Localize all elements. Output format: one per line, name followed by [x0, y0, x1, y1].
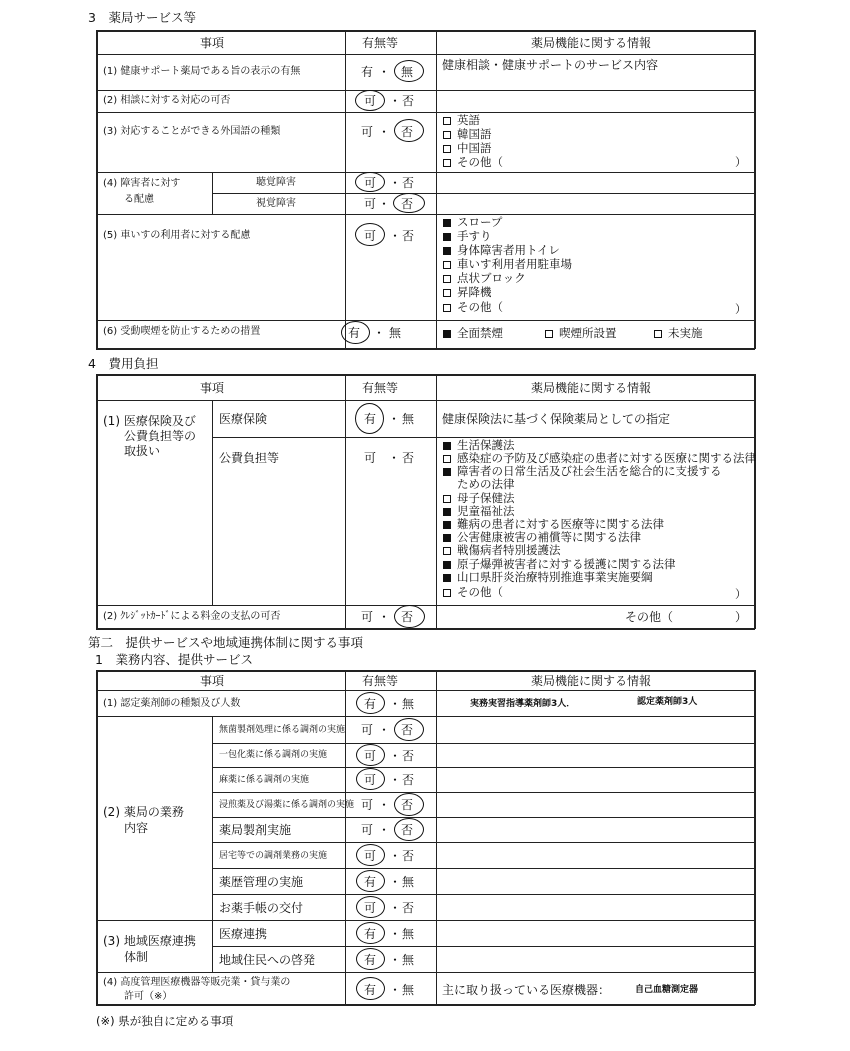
option-no: 否 — [402, 94, 415, 108]
separator: ・ — [378, 65, 391, 79]
selected-circle — [394, 605, 425, 628]
option-yes: 可 — [361, 823, 374, 837]
smoking-option-area: 喫煙所設置 — [545, 328, 617, 340]
checkbox-icon — [443, 261, 451, 269]
selected-circle — [356, 692, 385, 714]
checkbox-checked-icon — [443, 219, 451, 227]
separator: ・ — [389, 875, 402, 889]
service-row-label: 居宅等での調剤業務の実施 — [219, 851, 328, 861]
medical-insurance-info: 健康保険法に基づく保険薬局としての指定 — [442, 412, 671, 426]
checkbox-icon — [545, 330, 553, 338]
selected-circle — [355, 223, 385, 246]
checkbox-icon — [443, 589, 451, 597]
option-no: 無 — [402, 875, 415, 889]
option-no: 否 — [401, 610, 414, 624]
separator: ・ — [389, 849, 402, 863]
credit-card-other-close: ） — [735, 610, 748, 624]
row-disability-label-cont: る配慮 — [124, 194, 154, 205]
service-row-label: 無菌製剤処理に係る調剤の実施 — [219, 725, 346, 735]
selected-circle — [394, 793, 424, 816]
selected-circle — [356, 744, 385, 766]
checkbox-checked-icon — [443, 561, 451, 569]
option-yes: 可 — [364, 197, 377, 211]
section1-heading: 1 業務内容、提供サービス — [95, 652, 253, 667]
pharmacy-work-label-cont: 内容 — [124, 821, 149, 835]
wheelchair-option-other-close: ） — [735, 302, 747, 316]
language-option-chinese: 中国語 — [443, 143, 492, 155]
medical-insurance-label: 医療保険 — [219, 412, 268, 426]
option-no: 無 — [402, 412, 415, 426]
checkbox-icon — [443, 495, 451, 503]
law-item: 戦傷病者特別援護法 — [443, 545, 561, 557]
selected-circle — [356, 896, 385, 918]
selected-circle — [394, 718, 424, 741]
selected-circle — [355, 403, 384, 434]
option-yes: 可 — [361, 798, 374, 812]
option-no: 否 — [401, 197, 414, 211]
separator: ・ — [389, 773, 402, 787]
law-item: 児童福祉法 — [443, 506, 515, 518]
option-no: 否 — [402, 451, 415, 465]
separator: ・ — [389, 94, 402, 108]
pharmacy-work-label: (2) 薬局の業務 — [103, 805, 184, 819]
checkbox-icon — [654, 330, 662, 338]
option-yes: 可 — [364, 94, 377, 108]
community-awareness-label: 地域住民への啓発 — [219, 953, 316, 967]
option-no: 無 — [402, 697, 415, 711]
row-foreign-language-label: (3) 対応することができる外国語の種類 — [103, 126, 281, 137]
regional-cooperation-label-cont: 体制 — [124, 950, 149, 964]
option-yes: 有 — [364, 983, 377, 997]
option-no: 無 — [401, 65, 414, 79]
header-info: 薬局機能に関する情報 — [531, 674, 652, 688]
section3-heading: 3 薬局サービス等 — [88, 10, 196, 25]
wheelchair-option: スロープ — [443, 217, 502, 229]
checkbox-icon — [443, 455, 451, 463]
certified-pharmacist-info-2: 認定薬剤師3人 — [637, 697, 698, 707]
option-no: 否 — [401, 125, 414, 139]
option-no: 否 — [401, 723, 414, 737]
credit-card-label: (2) ｸﾚｼﾞｯﾄｶｰﾄﾞによる料金の支払の可否 — [103, 611, 281, 622]
checkbox-checked-icon — [443, 468, 451, 476]
wheelchair-option-other: その他（ — [443, 302, 503, 314]
selected-circle — [394, 818, 424, 841]
law-item: 生活保護法 — [443, 440, 515, 452]
selected-circle — [356, 977, 385, 1000]
checkbox-checked-icon — [443, 330, 451, 338]
smoking-option-full-ban: 全面禁煙 — [443, 328, 503, 340]
service-row-label: 薬局製剤実施 — [219, 823, 292, 837]
option-yes: 有 — [364, 697, 377, 711]
selected-circle — [341, 321, 370, 344]
option-no: 否 — [402, 773, 415, 787]
public-expense-label: 公費負担等 — [219, 451, 280, 465]
header-yes-no: 有無等 — [362, 674, 399, 688]
option-yes: 可 — [364, 773, 377, 787]
certified-pharmacist-label: (1) 認定薬剤師の種類及び人数 — [103, 698, 241, 709]
option-no: 無 — [402, 983, 415, 997]
footnote: (※) 県が独自に定める事項 — [96, 1014, 234, 1028]
row-wheelchair-label: (5) 車いすの利用者に対する配慮 — [103, 230, 251, 241]
option-yes: 有 — [361, 65, 374, 79]
law-item: 難病の患者に対する医療等に関する法律 — [443, 519, 664, 531]
option-no: 否 — [402, 901, 415, 915]
language-option-korean: 韓国語 — [443, 129, 492, 141]
checkbox-checked-icon — [443, 233, 451, 241]
checkbox-icon — [443, 275, 451, 283]
service-row-label: 浸煎薬及び湯薬に係る調剤の実施 — [219, 800, 355, 810]
header-item: 事項 — [200, 674, 225, 688]
option-yes: 有 — [364, 953, 377, 967]
option-no: 否 — [401, 798, 414, 812]
separator: ・ — [378, 125, 391, 139]
language-option-english: 英語 — [443, 115, 480, 127]
separator: ・ — [373, 326, 386, 340]
checkbox-icon — [443, 131, 451, 139]
credit-card-other: その他（ — [625, 610, 674, 624]
checkbox-checked-icon — [443, 521, 451, 529]
separator: ・ — [389, 901, 402, 915]
service-row-label: お薬手帳の交付 — [219, 901, 304, 915]
law-item-other: その他（ — [443, 587, 503, 599]
medical-device-license-label-cont: 許可（※） — [124, 991, 173, 1002]
service-row-label: 麻薬に係る調剤の実施 — [219, 775, 310, 785]
header-item: 事項 — [200, 381, 225, 395]
separator: ・ — [389, 953, 402, 967]
part2-heading: 第二 提供サービスや地域連携体制に関する事項 — [88, 635, 364, 650]
insurance-handling-label-cont: 公費負担等の — [124, 429, 197, 443]
option-yes: 可 — [361, 723, 374, 737]
option-no: 否 — [402, 229, 415, 243]
option-yes: 可 — [364, 901, 377, 915]
law-item: 山口県肝炎治療特別推進事業実施要綱 — [443, 572, 653, 584]
law-item: 母子保健法 — [443, 493, 515, 505]
option-no: 否 — [401, 823, 414, 837]
checkbox-checked-icon — [443, 508, 451, 516]
selected-circle — [356, 948, 385, 970]
selected-circle — [356, 870, 385, 892]
separator: ・ — [378, 723, 391, 737]
option-no: 否 — [402, 749, 415, 763]
checkbox-checked-icon — [443, 534, 451, 542]
selected-circle — [394, 119, 424, 142]
row-consultation-label: (2) 相談に対する対応の可否 — [103, 95, 231, 106]
option-yes: 有 — [364, 927, 377, 941]
checkbox-icon — [443, 304, 451, 312]
option-yes: 可 — [364, 849, 377, 863]
smoking-option-none: 未実施 — [654, 328, 703, 340]
checkbox-icon — [443, 547, 451, 555]
row-health-support-label: (1) 健康サポート薬局である旨の表示の有無 — [103, 66, 301, 77]
language-option-other: その他（ — [443, 157, 503, 169]
option-no: 無 — [402, 927, 415, 941]
law-item: 公害健康被害の補償等に関する法律 — [443, 532, 641, 544]
checkbox-checked-icon — [443, 442, 451, 450]
certified-pharmacist-info: 実務実習指導薬剤師3人． — [470, 699, 576, 709]
regional-cooperation-label: (3) 地域医療連携 — [103, 934, 196, 948]
wheelchair-option: 手すり — [443, 231, 492, 243]
option-no: 否 — [402, 849, 415, 863]
option-yes: 可 — [364, 451, 377, 465]
separator: ・ — [389, 176, 402, 190]
selected-circle — [355, 172, 385, 192]
law-item: 原子爆弾被害者に対する援護に関する法律 — [443, 559, 676, 571]
option-no: 否 — [402, 176, 415, 190]
checkbox-checked-icon — [443, 574, 451, 582]
checkbox-icon — [443, 145, 451, 153]
option-yes: 可 — [364, 749, 377, 763]
wheelchair-option: 昇降機 — [443, 287, 492, 299]
separator: ・ — [389, 697, 402, 711]
row-disability-label: (4) 障害者に対す — [103, 178, 181, 189]
wheelchair-option: 身体障害者用トイレ — [443, 245, 560, 257]
header-info: 薬局機能に関する情報 — [531, 381, 652, 395]
selected-circle — [356, 844, 385, 866]
section4-heading: 4 費用負担 — [88, 356, 159, 371]
law-item: 感染症の予防及び感染症の患者に対する医療に関する法律 — [443, 453, 756, 465]
separator: ・ — [389, 749, 402, 763]
separator: ・ — [389, 229, 402, 243]
checkbox-icon — [443, 289, 451, 297]
service-row-label: 一包化薬に係る調剤の実施 — [219, 750, 328, 760]
header-yes-no: 有無等 — [362, 381, 399, 395]
option-yes: 可 — [361, 125, 374, 139]
option-yes: 可 — [364, 229, 377, 243]
selected-circle — [393, 193, 425, 213]
separator: ・ — [388, 412, 401, 426]
separator: ・ — [378, 823, 391, 837]
health-support-info: 健康相談・健康サポートのサービス内容 — [442, 58, 659, 72]
checkbox-icon — [443, 117, 451, 125]
option-no: 無 — [402, 953, 415, 967]
checkbox-icon — [443, 159, 451, 167]
separator: ・ — [378, 610, 391, 624]
checkbox-checked-icon — [443, 247, 451, 255]
option-yes: 有 — [348, 326, 361, 340]
service-row-label: 薬歴管理の実施 — [219, 875, 304, 889]
option-yes: 可 — [361, 610, 374, 624]
header-info: 薬局機能に関する情報 — [531, 36, 652, 50]
visual-disability-label: 視覚障害 — [256, 198, 296, 209]
header-yes-no: 有無等 — [362, 36, 399, 50]
header-item: 事項 — [200, 36, 225, 50]
medical-cooperation-label: 医療連携 — [219, 927, 268, 941]
law-item: 障害者の日常生活及び社会生活を総合的に支援する — [443, 466, 722, 478]
separator: ・ — [378, 798, 391, 812]
separator: ・ — [389, 983, 402, 997]
medical-device-info: 主に取り扱っている医療機器： — [442, 983, 611, 997]
medical-device-value: 自己血糖測定器 — [635, 985, 699, 995]
hearing-disability-label: 聴覚障害 — [256, 177, 296, 188]
separator: ・ — [378, 197, 391, 211]
insurance-handling-label: (1) 医療保険及び — [103, 414, 196, 428]
option-yes: 有 — [364, 412, 377, 426]
selected-circle — [356, 768, 385, 790]
law-item-other-close: ） — [735, 587, 747, 601]
wheelchair-option: 点状ブロック — [443, 273, 526, 285]
selected-circle — [394, 60, 424, 82]
selected-circle — [355, 90, 385, 111]
separator: ・ — [389, 927, 402, 941]
law-item-cont: ための法律 — [457, 477, 515, 491]
option-no: 無 — [389, 326, 402, 340]
language-option-other-close: ） — [735, 155, 747, 169]
medical-device-license-label: (4) 高度管理医療機器等販売業・貸与業の — [103, 977, 291, 988]
option-yes: 可 — [364, 176, 377, 190]
insurance-handling-label-cont: 取扱い — [124, 444, 161, 458]
option-yes: 有 — [364, 875, 377, 889]
selected-circle — [356, 922, 385, 944]
row-smoking-label: (6) 受動喫煙を防止するための措置 — [103, 326, 261, 337]
separator: ・ — [388, 451, 401, 465]
wheelchair-option: 車いす利用者用駐車場 — [443, 259, 572, 271]
